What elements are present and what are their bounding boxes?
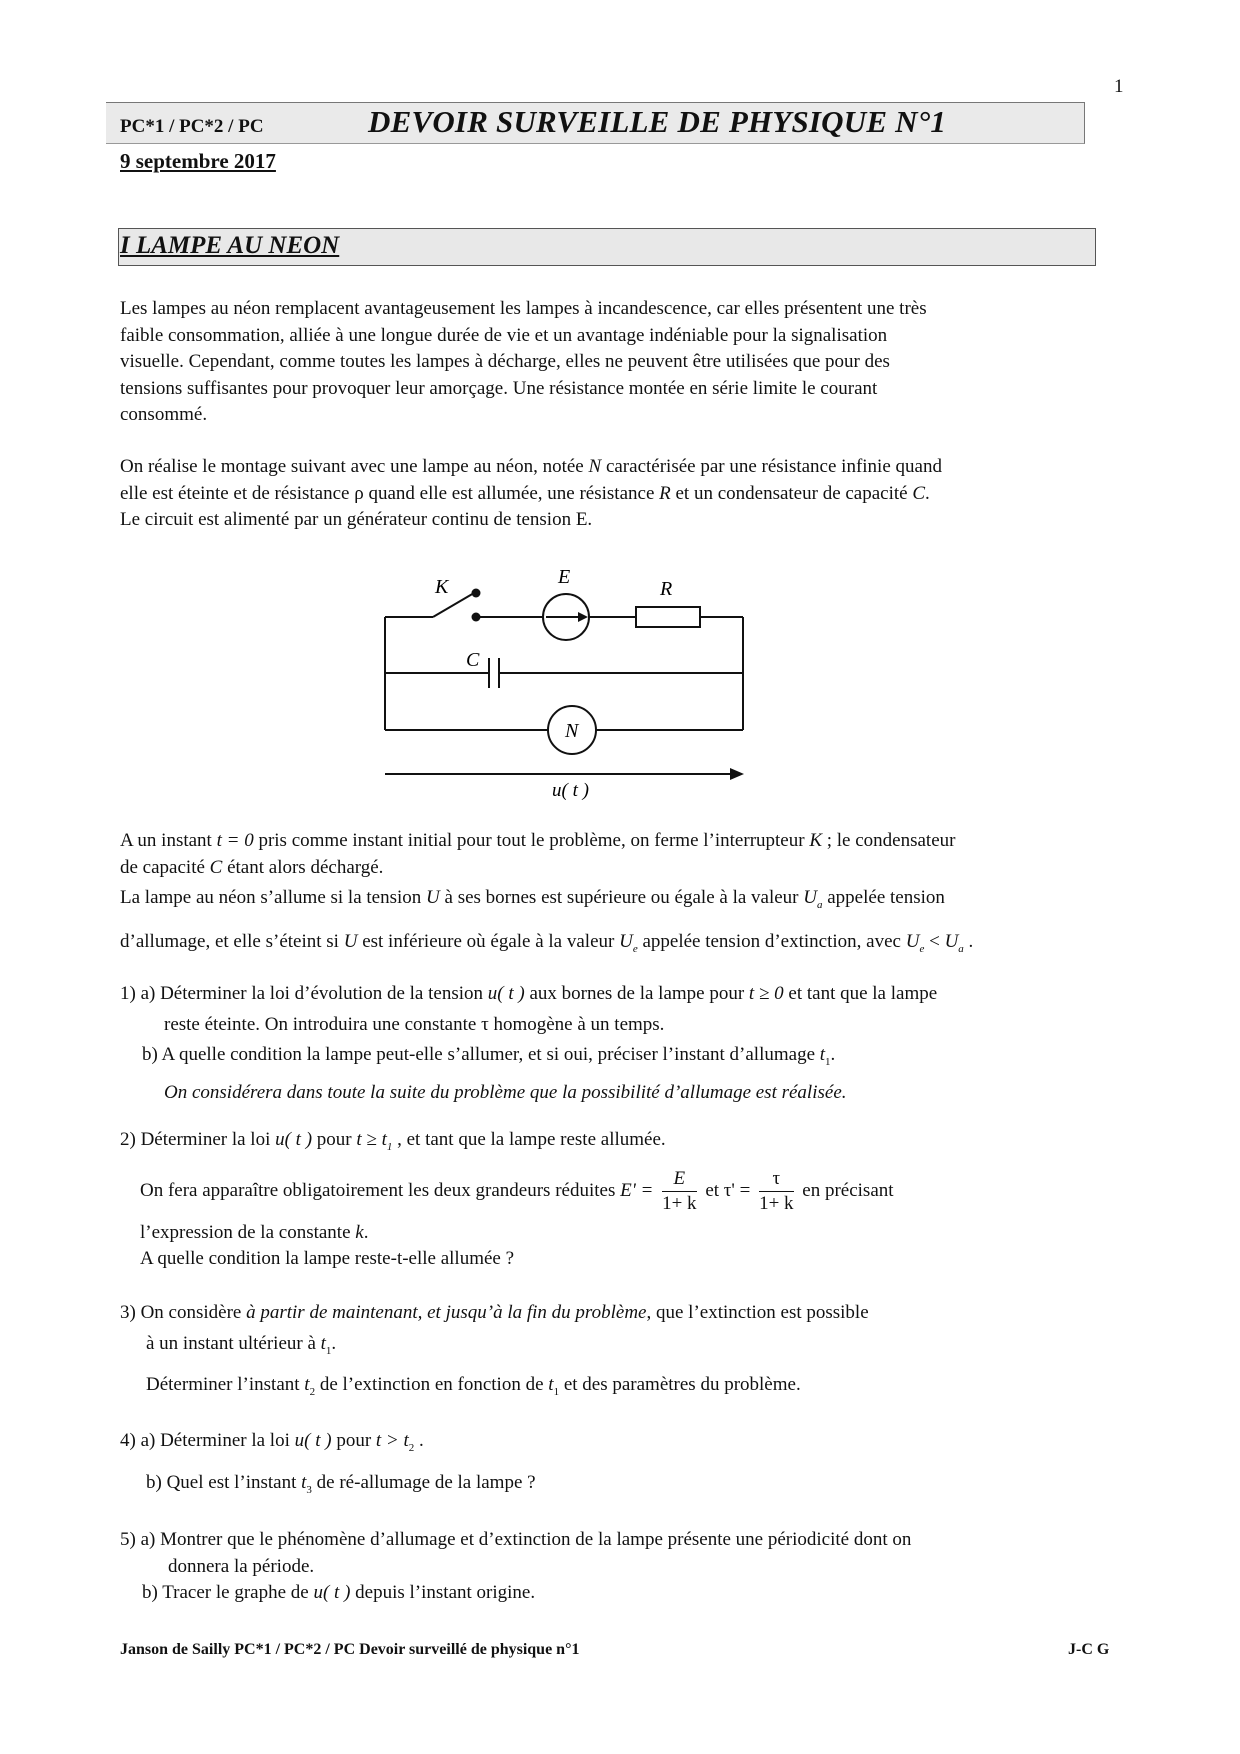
voltage-arrowhead (730, 768, 744, 780)
text-line: reste éteinte. On introduira une constante τ homogène à un temps. (164, 1013, 665, 1035)
intro-line: Le circuit est alimenté par un générateur continu de tension E. (120, 509, 593, 530)
text-line: b) Tracer le graphe de u( t ) depuis l’instant origine. (142, 1582, 536, 1603)
switch-contact-bottom (472, 613, 481, 622)
text-line: 4) a) Déterminer la loi u( t ) pour $t > t_2$ . (120, 1430, 424, 1454)
intro-line: faible consommation, alliée à une longue durée de vie et un avantage indéniable pour la signalisation (120, 324, 888, 346)
text-line: 3) On considère à partir de maintenant, et jusqu’à la fin du problème, que l’extinction est possible (120, 1302, 869, 1323)
question-3 (120, 1300, 1120, 1406)
intro-line: Les lampes au néon remplacent avantageusement les lampes à incandescence, car elles présentent une très (120, 298, 927, 319)
text-line: On fera apparaître obligatoirement les deux grandeurs réduites E' = $\frac{E}{1+ k}$ et τ' = $\frac{\tau}{1+ k}$ en précisant (140, 1167, 894, 1214)
text-line: b) A quelle condition la lampe peut-elle s’allumer, et si oui, préciser l’instant d’allumage $t_1$. (142, 1044, 836, 1068)
text-line: d’allumage, et elle s’éteint si U est inférieure où égale à la valeur $U_e$ appelée tension d’extinction, avec $U_e < U_a$ . (120, 930, 974, 955)
conditions-paragraph (120, 828, 1120, 962)
resistor-label: R (660, 578, 673, 600)
intro-paragraph-2 (120, 454, 1120, 534)
generator-label: E (558, 566, 571, 588)
circuit-diagram (380, 560, 760, 800)
lamp-label: N (565, 720, 579, 742)
generator-arrowhead (578, 612, 588, 622)
question-5 (120, 1527, 1120, 1607)
question-2 (120, 1127, 1120, 1273)
text-line: 2) Déterminer la loi u( t ) pour $t \ge t_1$ , et tant que la lampe reste allumée. (120, 1129, 666, 1153)
footer-right: J-C G (1068, 1641, 1110, 1658)
text-line: de capacité C étant alors déchargé. (120, 856, 384, 878)
resistor (636, 607, 700, 627)
text-line: A un instant t = 0 pris comme instant initial pour tout le problème, on ferme l’interrupteur K ; le condensateur (120, 830, 956, 851)
switch-label: K (435, 576, 449, 598)
text-line: 1) a) Déterminer la loi d’évolution de la tension u( t ) aux bornes de la lampe pour t ≥ 0 et tant que la lampe (120, 983, 938, 1004)
text-line: à un instant ultérieur à $t_1$. (146, 1332, 337, 1357)
section-title: I LAMPE AU NEON (120, 232, 340, 259)
fraction-tau-prime: $\frac{\tau}{1+ k}$ (759, 1167, 794, 1214)
text-line: l’expression de la constante k. (140, 1221, 369, 1243)
text-line: La lampe au néon s’allume si la tension U à ses bornes est supérieure ou égale à la valeur $U_a$ appelée tension (120, 887, 945, 911)
header-class-label: PC*1 / PC*2 / PC (120, 116, 264, 137)
text-line: A quelle condition la lampe reste-t-elle allumée ? (140, 1248, 515, 1269)
fraction-E-prime: $\frac{E}{1+ k}$ (662, 1167, 697, 1214)
text-line: b) Quel est l’instant $t_3$ de ré-allumage de la lampe ? (146, 1471, 536, 1496)
voltage-label: u( t ) (552, 780, 589, 800)
intro-line: visuelle. Cependant, comme toutes les lampes à décharge, elles ne peuvent être utilisées que pour des (120, 351, 890, 372)
exam-date: 9 septembre 2017 (120, 149, 276, 173)
text-line: donnera la période. (168, 1555, 315, 1577)
footer-left: Janson de Sailly PC*1 / PC*2 / PC Devoir surveillé de physique n°1 (120, 1641, 580, 1658)
text-line: On considérera dans toute la suite du problème que la possibilité d’allumage est réalisée. (164, 1081, 847, 1103)
intro-line: elle est éteinte et de résistance ρ quand elle est allumée, une résistance R et un condensateur de capacité C. (120, 482, 930, 504)
capacitor-label: C (466, 649, 480, 671)
intro-line: tensions suffisantes pour provoquer leur amorçage. Une résistance montée en série limite le courant (120, 377, 878, 399)
intro-line: On réalise le montage suivant avec une lampe au néon, notée N caractérisée par une résistance infinie quand (120, 456, 942, 477)
intro-paragraph-1 (120, 296, 1120, 429)
intro-line: consommé. (120, 404, 208, 425)
question-1 (120, 981, 1120, 1106)
page-number: 1 (1114, 76, 1124, 97)
text-line: 5) a) Montrer que le phénomène d’allumage et d’extinction de la lampe présente une périodicité dont on (120, 1529, 912, 1550)
page-title: DEVOIR SURVEILLE DE PHYSIQUE N°1 (368, 104, 947, 139)
switch-contact-top (472, 589, 481, 598)
text-line: Déterminer l’instant $t_2$ de l’extinction en fonction de $t_1$ et des paramètres du problème. (146, 1374, 801, 1398)
question-4 (120, 1428, 1120, 1503)
